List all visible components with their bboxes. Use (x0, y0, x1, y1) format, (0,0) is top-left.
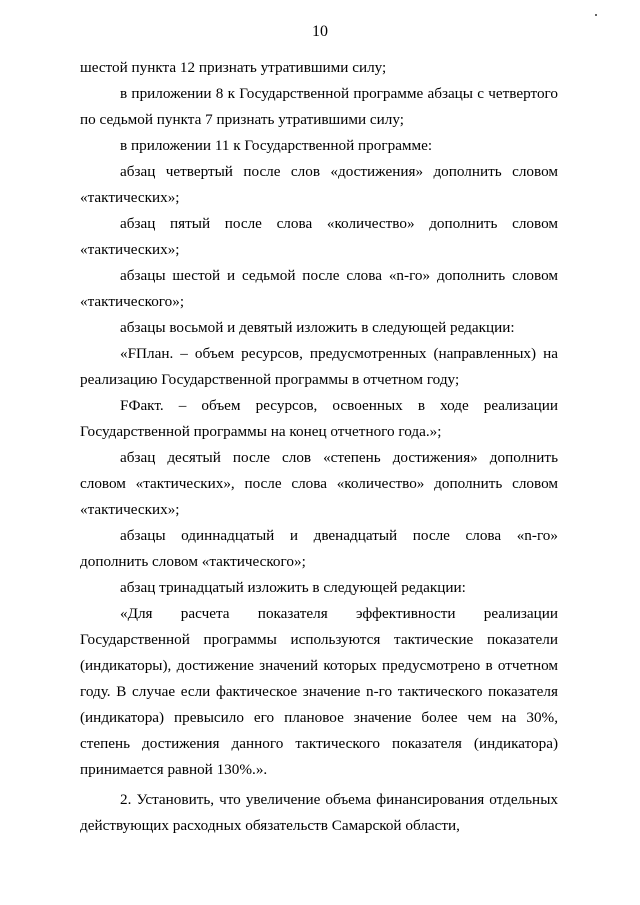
paragraph-appendix-8: в приложении 8 к Государственной программе абзацы с четвертого по седьмой пункта 7 признать утратившими силу; (80, 85, 558, 128)
paragraph-tenth-abzac: абзац десятый после слов «степень достижения» дополнить словом «тактических», после слова «количество» дополнить словом «тактических»; (80, 449, 558, 518)
paragraph-continuation: шестой пункта 12 признать утратившими силу; (80, 59, 387, 76)
paragraph-thirteenth-abzac: абзац тринадцатый изложить в следующей редакции: (120, 579, 466, 596)
paragraph-fourth-abzac: абзац четвертый после слов «достижения» дополнить словом «тактических»; (80, 163, 558, 206)
paragraph-ffact: FФакт. – объем ресурсов, освоенных в ходе реализации Государственной программы на конец отчетного года.»; (80, 397, 558, 440)
paragraph-efficiency-calc: «Для расчета показателя эффективности реализации Государственной программы используются тактические показатели (индикаторы), достижение значений которых предусмотрено в отчетном году. В случае если фактическое значение n-го тактического показателя (индикатора) превысило его плановое значение более чем на 30%, степень достижения данного тактического показателя (индикатора) принимается равной 130%.». (80, 605, 558, 778)
paragraph-eighth-ninth-abzac: абзацы восьмой и девятый изложить в следующей редакции: (120, 319, 515, 336)
paragraph-appendix-11: в приложении 11 к Государственной программе: (120, 137, 433, 154)
paragraph-item-2: 2. Установить, что увеличение объема финансирования отдельных действующих расходных обязательств Самарской области, (80, 791, 558, 834)
document-body (80, 55, 558, 839)
paragraph-sixth-seventh-abzac: абзацы шестой и седьмой после слова «n-го» дополнить словом «тактического»; (80, 267, 558, 310)
paragraph-eleventh-twelfth-abzac: абзацы одиннадцатый и двенадцатый после слова «n-го» дополнить словом «тактического»; (80, 527, 558, 570)
scan-speck (595, 14, 597, 16)
paragraph-fifth-abzac: абзац пятый после слова «количество» дополнить словом «тактических»; (80, 215, 558, 258)
page-number: 10 (312, 23, 328, 40)
paragraph-fplan: «FПлан. – объем ресурсов, предусмотренных (направленных) на реализацию Государственной программы в отчетном году; (80, 345, 558, 388)
